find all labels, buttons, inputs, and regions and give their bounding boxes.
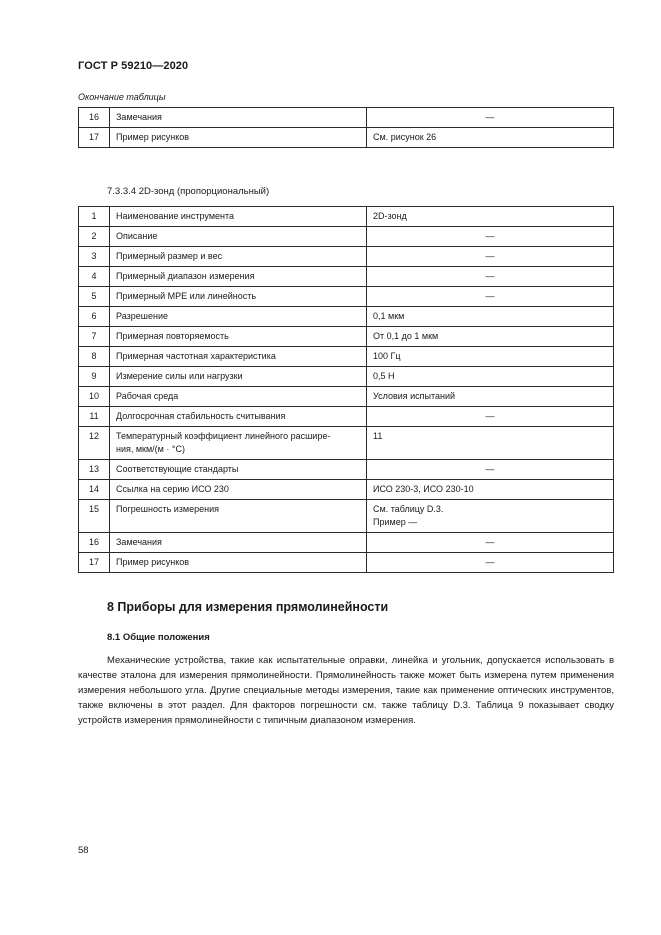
row-number: 10 xyxy=(79,387,110,407)
row-parameter: Примерный размер и вес xyxy=(110,247,367,267)
table-row xyxy=(79,427,614,460)
row-parameter: Замечания xyxy=(110,533,367,553)
table-row xyxy=(79,480,614,500)
row-number: 6 xyxy=(79,307,110,327)
table-row xyxy=(79,347,614,367)
row-number: 15 xyxy=(79,500,110,533)
table-2d-probe xyxy=(78,206,614,573)
row-value: 2D-зонд xyxy=(367,207,614,227)
row-number: 3 xyxy=(79,247,110,267)
table-row xyxy=(79,267,614,287)
row-number: 11 xyxy=(79,407,110,427)
row-value: 0,1 мкм xyxy=(367,307,614,327)
row-number: 12 xyxy=(79,427,110,460)
table-row xyxy=(79,500,614,533)
row-parameter: Примерный MPE или линейность xyxy=(110,287,367,307)
row-number: 14 xyxy=(79,480,110,500)
subsection-title: 8.1 Общие положения xyxy=(107,632,210,643)
row-parameter: Измерение силы или нагрузки xyxy=(110,367,367,387)
table-row xyxy=(79,367,614,387)
row-value: — xyxy=(367,247,614,267)
row-value: — xyxy=(367,287,614,307)
row-parameter xyxy=(110,427,367,460)
page-number: 58 xyxy=(78,845,89,856)
table-continuation-caption: Окончание таблицы xyxy=(78,92,166,102)
row-number: 2 xyxy=(79,227,110,247)
row-number: 8 xyxy=(79,347,110,367)
row-value: Условия испытаний xyxy=(367,387,614,407)
row-parameter: Описание xyxy=(110,227,367,247)
row-value-line-2: Пример — xyxy=(373,517,418,527)
row-parameter: Замечания xyxy=(110,108,367,128)
row-value: — xyxy=(367,533,614,553)
row-parameter: Соответствующие стандарты xyxy=(110,460,367,480)
row-parameter: Пример рисунков xyxy=(110,553,367,573)
row-parameter: Рабочая среда xyxy=(110,387,367,407)
row-parameter-line-1: Температурный коэффициент линейного расшире- xyxy=(116,431,331,441)
row-value: 11 xyxy=(367,427,614,460)
row-value-line-1: См. таблицу D.3. xyxy=(373,504,444,514)
row-value: — xyxy=(367,407,614,427)
table-row xyxy=(79,327,614,347)
standard-code: ГОСТ Р 59210—2020 xyxy=(78,60,189,72)
row-number: 13 xyxy=(79,460,110,480)
row-value: — xyxy=(367,553,614,573)
row-value xyxy=(367,500,614,533)
subsection-title-2d-probe: 7.3.3.4 2D-зонд (пропорциональный) xyxy=(107,186,270,197)
row-parameter: Примерная повторяемость xyxy=(110,327,367,347)
row-value: — xyxy=(367,227,614,247)
row-value: — xyxy=(367,108,614,128)
row-parameter: Долгосрочная стабильность считывания xyxy=(110,407,367,427)
row-number: 16 xyxy=(79,533,110,553)
table-row xyxy=(79,460,614,480)
table-row xyxy=(79,247,614,267)
table-row xyxy=(79,407,614,427)
table-row xyxy=(79,128,614,148)
row-number: 17 xyxy=(79,128,110,148)
table-row xyxy=(79,287,614,307)
body-paragraph: Механические устройства, такие как испытательные оправки, линейка и угольник, допускается использовать в качестве эталона для измерения прямолинейности. Прямолинейность также может быть измерена путем применения измерения небольшого угла. Другие специальные методы измерения, такие как применение оптических инструментов, также включены в этот раздел. Для факторов погрешности см. также таблицу D.3. Таблица 9 показывает сводку устройств измерения прямолинейности с типичным диапазоном измерения. xyxy=(78,655,614,726)
row-number: 16 xyxy=(79,108,110,128)
row-number: 5 xyxy=(79,287,110,307)
table-row xyxy=(79,108,614,128)
table-continuation xyxy=(78,107,614,148)
row-parameter: Погрешность измерения xyxy=(110,500,367,533)
section-title: 8 Приборы для измерения прямолинейности xyxy=(107,600,389,614)
table-row xyxy=(79,387,614,407)
row-parameter-line-2: ния, мкм/(м · °C) xyxy=(116,444,185,454)
table-row xyxy=(79,533,614,553)
row-parameter: Ссылка на серию ИСО 230 xyxy=(110,480,367,500)
row-value: — xyxy=(367,267,614,287)
table-row xyxy=(79,553,614,573)
row-parameter: Пример рисунков xyxy=(110,128,367,148)
table-row xyxy=(79,307,614,327)
row-number: 4 xyxy=(79,267,110,287)
row-value: От 0,1 до 1 мкм xyxy=(367,327,614,347)
row-parameter: Наименование инструмента xyxy=(110,207,367,227)
row-number: 7 xyxy=(79,327,110,347)
row-value: См. рисунок 26 xyxy=(367,128,614,148)
table-row xyxy=(79,207,614,227)
row-value: 0,5 Н xyxy=(367,367,614,387)
row-value: — xyxy=(367,460,614,480)
row-parameter: Разрешение xyxy=(110,307,367,327)
table-row xyxy=(79,227,614,247)
row-parameter: Примерный диапазон измерения xyxy=(110,267,367,287)
row-parameter: Примерная частотная характеристика xyxy=(110,347,367,367)
row-value: 100 Гц xyxy=(367,347,614,367)
row-number: 9 xyxy=(79,367,110,387)
row-number: 17 xyxy=(79,553,110,573)
row-number: 1 xyxy=(79,207,110,227)
row-value: ИСО 230-3, ИСО 230-10 xyxy=(367,480,614,500)
